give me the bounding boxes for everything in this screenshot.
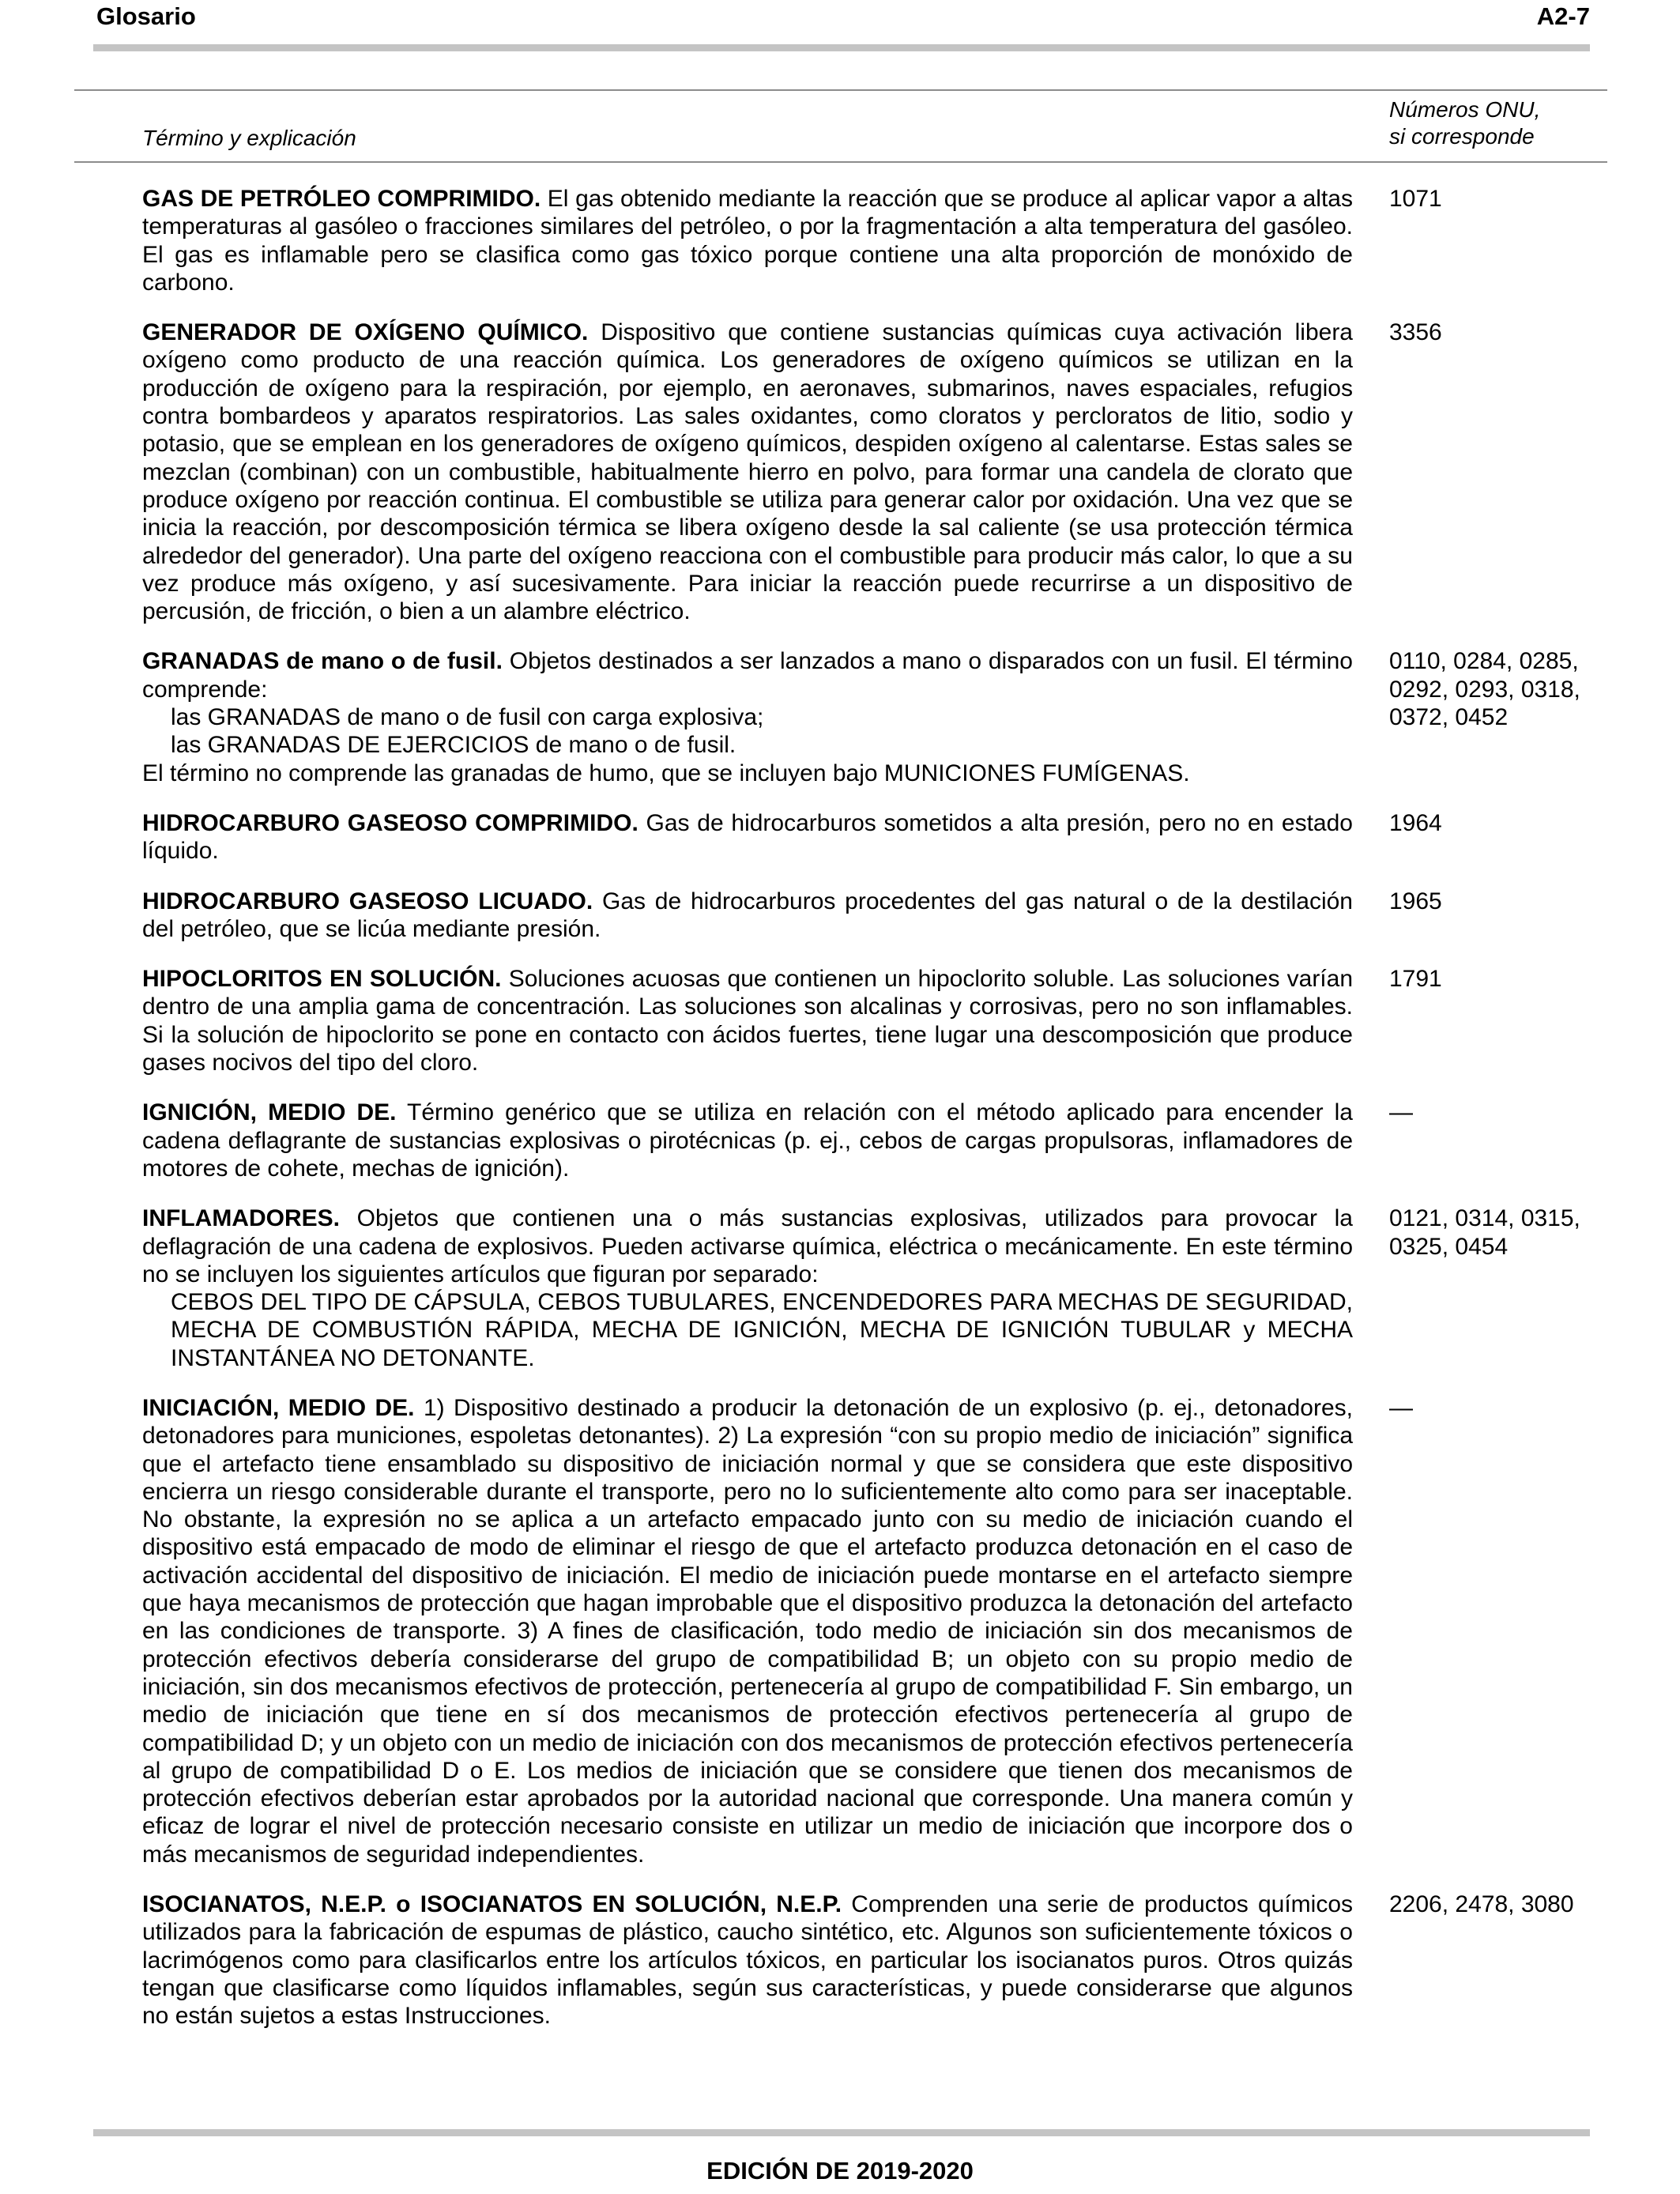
entry-closing: El término no comprende las granadas de humo, que se incluyen bajo MUNICIONES FUMÍGENAS.	[142, 760, 1190, 786]
entry-definition: 1) Dispositivo destinado a producir la detonación de un explosivo (p. ej., detonadores, detonadores para municiones, espoletas detonantes). 2) La expresión “con su propio medio de iniciación” significa que el artefacto tiene ensamblado su dispositivo de iniciación normal y que se considera que este dispositivo encierra un riesgo considerable durante el transporte, pero no lo suficientemente alto como para ser inaceptable. No obstante, la expresión no se aplica a un artefacto empacado junto con su medio de iniciación cuando el dispositivo está empacado de modo de eliminar el riesgo de que el artefacto produzca detonación en el caso de activación accidental del dispositivo de iniciación. El medio de iniciación puede montarse en el artefacto siempre que haya mecanismos de protección que hagan improbable que el dispositivo produzca la detonación del artefacto en las condiciones de transporte. 3) A fines de clasificación, todo medio de iniciación sin dos mecanismos de protección efectivos debería considerarse del grupo de compatibilidad B; un objeto con su propio medio de iniciación, sin dos mecanismos efectivos de protección, pertenecería al grupo de compatibilidad F. Sin embargo, un medio de iniciación que tiene en sí dos mecanismos de protección efectivos pertenecería al grupo de compatibilidad D; y un objeto con un medio de iniciación con dos mecanismos de protección efectivos pertenecería al grupo de compatibilidad D o E. Los medios de iniciación que se considere que tienen dos mecanismos de protección efectivos deberían estar aprobados por la autoridad nacional que corresponde. Una manera común y eficaz de lograr el nivel de protección necesario consiste en utilizar un medio de iniciación que incorpore dos o más mecanismos de seguridad independientes.	[142, 1394, 1353, 1868]
entry-term: HIPOCLORITOS EN SOLUCIÓN.	[142, 966, 502, 993]
entry-text	[142, 319, 1353, 625]
entry-definition: Gas de hidrocarburos procedentes del gas natural o de la destilación del petróleo, que se licúa mediante presión.	[142, 888, 1353, 942]
entry-un-numbers	[1389, 1204, 1626, 1261]
glossary-entries	[142, 185, 1636, 2053]
glossary-entry	[142, 185, 1636, 296]
un-number: —	[1389, 1099, 1413, 1126]
glossary-entry	[142, 965, 1636, 1076]
entry-text	[142, 888, 1353, 944]
entry-excluded-items: CEBOS DEL TIPO DE CÁPSULA, CEBOS TUBULARES, ENCENDEDORES PARA MECHAS DE SEGURIDAD, MECHA DE COMBUSTIÓN RÁPIDA, MECHA DE IGNICIÓN, MECHA DE IGNICIÓN TUBULAR y MECHA INSTANTÁNEA NO DETONANTE.	[171, 1289, 1353, 1371]
entry-definition: Soluciones acuosas que contienen un hipoclorito soluble. Las soluciones varían dentro de una amplia gama de concentración. Las soluciones son alcalinas y corrosivas, pero no son inflamables. Si la solución de hipoclorito se pone en contacto con ácidos fuertes, tiene lugar una descomposición que produce gases nocivos del tipo del cloro.	[142, 966, 1354, 1076]
entry-term: GAS DE PETRÓLEO COMPRIMIDO.	[142, 186, 541, 212]
entry-term: INFLAMADORES.	[142, 1205, 340, 1232]
glossary-entry	[142, 1394, 1636, 1868]
entry-text	[142, 1099, 1353, 1182]
glossary-entry	[142, 1099, 1636, 1182]
un-heading-line-1: Números ONU,	[1389, 97, 1541, 122]
glossary-entry	[142, 888, 1636, 944]
un-number: 1071	[1389, 186, 1442, 212]
entry-definition: El gas obtenido mediante la reacción que se produce al aplicar vapor a altas temperaturas al gasóleo o fracciones similares del petróleo, o por la fragmentación a alta temperatura del gasóleo. El gas es inflamable pero se clasifica como gas tóxico porque contiene una alta proporción de monóxido de carbono.	[142, 186, 1353, 296]
page-header	[96, 0, 1590, 35]
glossary-entry	[142, 809, 1636, 865]
un-heading-line-2: si corresponde	[1389, 124, 1535, 149]
entry-text	[142, 965, 1353, 1076]
entry-term: INICIACIÓN, MEDIO DE.	[142, 1394, 415, 1421]
entry-term: HIDROCARBURO GASEOSO COMPRIMIDO.	[142, 809, 638, 836]
entry-text	[142, 1394, 1353, 1868]
glossary-entry	[142, 319, 1636, 625]
glossary-entry	[142, 1891, 1636, 2030]
page-number: A2-7	[1536, 2, 1590, 30]
entry-definition: Objetos destinados a ser lanzados a mano o disparados con un fusil. El término comprende:	[142, 648, 1353, 703]
un-number: 1965	[1389, 888, 1442, 914]
entry-sub-item: las GRANADAS DE EJERCICIOS de mano o de fusil.	[171, 732, 736, 759]
glossary-entry	[142, 1204, 1636, 1372]
entry-un-numbers	[1389, 888, 1626, 915]
un-number: —	[1389, 1394, 1413, 1421]
section-title: Glosario	[96, 2, 196, 30]
un-number: 0110, 0284, 0285,	[1389, 648, 1579, 675]
glossary-entry	[142, 647, 1636, 786]
entry-text	[142, 809, 1353, 865]
entry-definition: Término genérico que se utiliza en relación con el método aplicado para encender la cadena deflagrante de sustancias explosivas o pirotécnicas (p. ej., cebos de cargas propulsoras, inflamadores de motores de cohete, mechas de ignición).	[142, 1099, 1353, 1182]
table-header-rule	[74, 161, 1607, 163]
entry-un-numbers	[1389, 1099, 1626, 1126]
header-rule	[93, 44, 1590, 51]
edition-footer: EDICIÓN DE 2019-2020	[706, 2157, 974, 2185]
entry-definition: Gas de hidrocarburos sometidos a alta presión, pero no en estado líquido.	[142, 809, 1353, 865]
footer-rule	[93, 2129, 1590, 2136]
entry-definition: Dispositivo que contiene sustancias químicas cuya activación libera oxígeno como producto de una reacción química. Los generadores de oxígeno químicos se utilizan en la producción de oxígeno para la respiración, por ejemplo, en aeronaves, submarinos, naves espaciales, refugios contra bombardeos y aparatos respiratorios. Las sales oxidantes, como cloratos y percloratos de litio, sodio y potasio, que se emplean en los generadores de oxígeno químicos, despiden oxígeno al calentarse. Estas sales se mezclan (combinan) con un combustible, habitualmente hierro en polvo, para formar una candela de clorato que produce oxígeno por reacción continua. El combustible se utiliza para generar calor por oxidación. Una vez que se inicia la reacción, por descomposición térmica se libera oxígeno desde la sal caliente (se usa protección térmica alrededor del generador). Una parte del oxígeno reacciona con el combustible para producir más calor, lo que a su vez produce más oxígeno, y así sucesivamente. Para iniciar la reacción puede recurrirse a un dispositivo de percusión, de fricción, o bien a un alambre eléctrico.	[142, 319, 1353, 625]
entry-un-numbers	[1389, 965, 1626, 993]
entry-text	[142, 647, 1353, 786]
un-number: 1791	[1389, 966, 1442, 993]
un-number: 2206, 2478, 3080	[1389, 1891, 1574, 1918]
un-number: 0372, 0452	[1389, 704, 1509, 731]
entry-definition: Comprenden una serie de productos químicos utilizados para la fabricación de espumas de plástico, caucho sintético, etc. Algunos son suficientemente tóxicos o lacrimógenos como para clasificarlos entre los artículos tóxicos, en particular los isocianatos puros. Otros quizás tengan que clasificarse como líquidos inflamables, según sus características, y puede considerarse que algunos no están sujetos a estas Instrucciones.	[142, 1891, 1353, 2030]
entry-term: GRANADAS de mano o de fusil.	[142, 648, 503, 675]
entry-un-numbers	[1389, 1394, 1626, 1422]
un-column-heading	[1389, 96, 1540, 150]
entry-un-numbers	[1389, 647, 1626, 731]
entry-term: ISOCIANATOS, N.E.P. o ISOCIANATOS EN SOLUCIÓN, N.E.P.	[142, 1891, 842, 1918]
table-top-rule	[74, 89, 1607, 91]
entry-un-numbers	[1389, 185, 1626, 213]
un-number: 0325, 0454	[1389, 1233, 1509, 1260]
entry-definition: Objetos que contienen una o más sustancias explosivas, utilizados para provocar la deflagración de una cadena de explosivos. Pueden activarse química, eléctrica o mecánicamente. En este término no se incluyen los siguientes artículos que figuran por separado:	[142, 1205, 1353, 1287]
entry-term: IGNICIÓN, MEDIO DE.	[142, 1099, 397, 1126]
un-number: 0121, 0314, 0315,	[1389, 1205, 1580, 1232]
term-column-heading: Término y explicación	[142, 126, 356, 150]
entry-text	[142, 1891, 1353, 2030]
entry-un-numbers	[1389, 1891, 1626, 1918]
entry-term: HIDROCARBURO GASEOSO LICUADO.	[142, 888, 593, 914]
un-number: 1964	[1389, 809, 1442, 836]
entry-text	[142, 185, 1353, 296]
entry-un-numbers	[1389, 319, 1626, 346]
entry-sub-item: las GRANADAS de mano o de fusil con carga explosiva;	[171, 704, 764, 731]
un-number: 0292, 0293, 0318,	[1389, 676, 1580, 703]
un-number: 3356	[1389, 319, 1442, 346]
entry-un-numbers	[1389, 809, 1626, 837]
entry-term: GENERADOR DE OXÍGENO QUÍMICO.	[142, 319, 589, 346]
entry-text	[142, 1204, 1353, 1372]
